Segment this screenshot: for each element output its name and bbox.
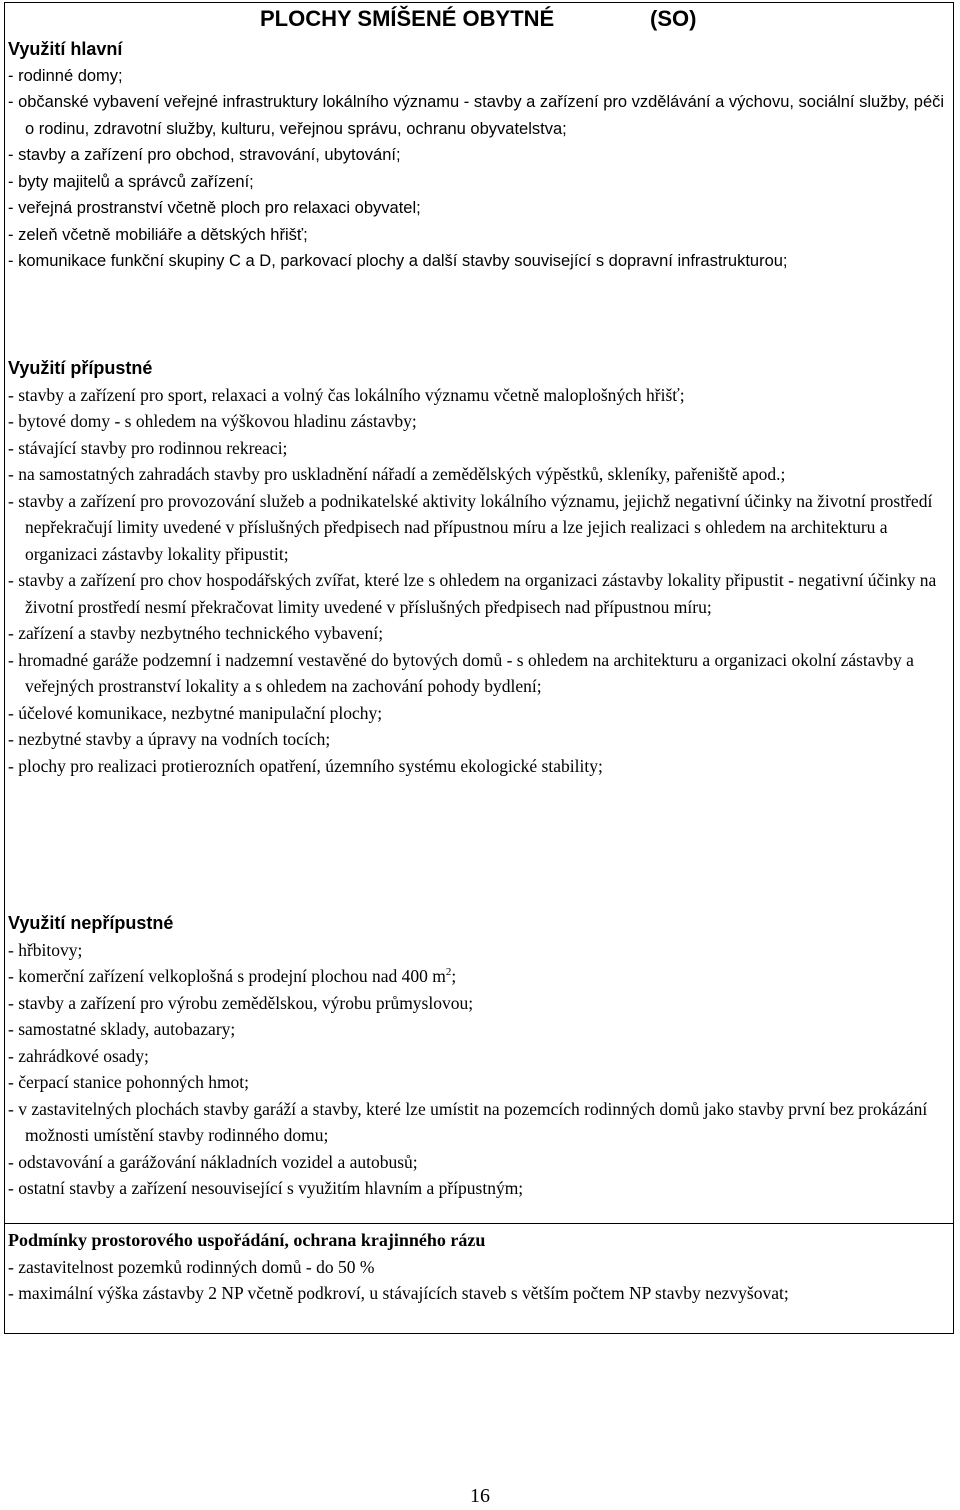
list-item: - zahrádkové osady; <box>8 1045 149 1066</box>
allowed-use-heading: Využití přípustné <box>8 358 153 378</box>
list-item: - ostatní stavby a zařízení nesouvisející s využitím hlavním a přípustným; <box>8 1178 524 1198</box>
list-item: - samostatné sklady, autobazary; <box>8 1019 236 1039</box>
list-item: - bytové domy - s ohledem na výškovou hladinu zástavby; <box>8 411 417 431</box>
list-item: - v zastavitelných plochách stavby garáží a stavby, které lze umístit na pozemcích rodinných domů jako stavby první bez prokázání možnosti umístění stavby rodinného domu; <box>8 1098 928 1145</box>
list-item: - zeleň včetně mobiliáře a dětských hřišť; <box>8 225 308 244</box>
allowed-use-section <box>8 355 946 779</box>
conditions-list <box>8 1254 946 1307</box>
title-code: (SO) <box>650 6 697 31</box>
main-use-section <box>8 36 946 275</box>
list-item: - stavby a zařízení pro výrobu zemědělskou, výrobu průmyslovou; <box>8 992 474 1013</box>
list-item: - účelové komunikace, nezbytné manipulační plochy; <box>8 702 383 723</box>
list-item: - hromadné garáže podzemní i nadzemní vestavěné do bytových domů - s ohledem na architekturu a organizaci okolní zástavby a veřejných prostranství lokality a s ohledem na zachování pohody bydlení; <box>8 649 914 696</box>
list-item: - čerpací stanice pohonných hmot; <box>8 1072 250 1092</box>
allowed-use-list <box>8 382 946 780</box>
list-item: - rodinné domy; <box>8 66 123 85</box>
document-title <box>0 6 960 36</box>
page-number: 16 <box>470 1485 490 1507</box>
list-item: - zařízení a stavby nezbytného technického vybavení; <box>8 623 384 643</box>
forbidden-use-heading: Využití nepřípustné <box>8 913 174 933</box>
list-item: - stavby a zařízení pro obchod, stravování, ubytování; <box>8 146 401 164</box>
list-item: - komunikace funkční skupiny C a D, parkovací plochy a další stavby související s dopravní infrastrukturou; <box>8 252 788 270</box>
list-item: - nezbytné stavby a úpravy na vodních tocích; <box>8 729 331 749</box>
list-item: - plochy pro realizaci protierozních opatření, územního systému ekologické stability; <box>8 755 603 776</box>
conditions-section <box>8 1227 946 1307</box>
list-item: - hřbitovy; <box>8 939 83 960</box>
list-item: - stavby a zařízení pro provozování služeb a podnikatelské aktivity lokálního významu, jejichž negativní účinky na životní prostředí nepřekračují limity uvedené v příslušných předpisech nad přípustnou míru a lze jejich realizaci s ohledem na architekturu a organizaci zástavby lokality připustit; <box>8 490 933 564</box>
list-item: - stavby a zařízení pro chov hospodářských zvířat, které lze s ohledem na organizaci zástavby lokality připustit - negativní účinky na životní prostředí nesmí překračovat limity uvedené v příslušných předpisech nad přípustnou míru; <box>8 570 937 617</box>
list-item: - stávající stavby pro rodinnou rekreaci; <box>8 437 288 458</box>
list-item: - veřejná prostranství včetně ploch pro relaxaci obyvatel; <box>8 199 421 217</box>
list-item: - občanské vybavení veřejné infrastruktury lokálního významu - stavby a zařízení pro vzdělávání a výchovu, sociální služby, péči o rodinu, zdravotní služby, kulturu, veřejnou správu, ochranu obyvatelstva; <box>8 93 945 138</box>
main-use-heading: Využití hlavní <box>8 39 123 59</box>
list-item: - zastavitelnost pozemků rodinných domů - do 50 % <box>8 1256 375 1277</box>
superscript: 2 <box>445 966 452 979</box>
list-item: - stavby a zařízení pro sport, relaxaci a volný čas lokálního významu včetně maloplošných hřišť; <box>8 384 685 405</box>
main-use-list <box>8 63 946 275</box>
list-item: - odstavování a garážování nákladních vozidel a autobusů; <box>8 1151 418 1172</box>
list-item: - byty majitelů a správců zařízení; <box>8 172 254 191</box>
list-item: - na samostatných zahradách stavby pro uskladnění nářadí a zemědělských výpěstků, skleníky, pařeniště apod.; <box>8 464 786 484</box>
forbidden-use-list <box>8 937 946 1202</box>
conditions-heading: Podmínky prostorového uspořádání, ochrana krajinného rázu <box>8 1230 486 1250</box>
title-text: PLOCHY SMÍŠENÉ OBYTNÉ <box>260 6 555 31</box>
list-item: - maximální výška zástavby 2 NP včetně podkroví, u stávajících staveb s větším počtem NP stavby nezvyšovat; <box>8 1283 789 1303</box>
forbidden-use-section <box>8 910 946 1202</box>
list-item: - komerční zařízení velkoplošná s prodejní plochou nad 400 $m^2$; <box>8 966 457 986</box>
